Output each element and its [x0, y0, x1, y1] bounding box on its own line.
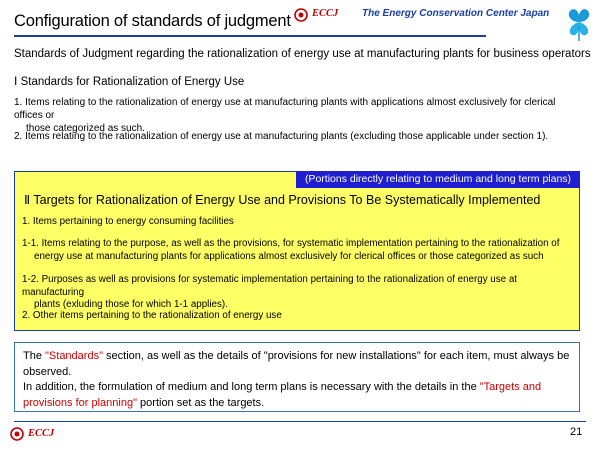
note-paragraph-2 [23, 380, 571, 411]
note-p1-a: The [23, 350, 46, 362]
section2-line1: 1. Items pertaining to energy consuming facilities [22, 216, 234, 227]
note-p1-standards: "Standards" [45, 350, 103, 362]
section1-item1-line1: 1. Items relating to the rationalization of energy use at manufacturing plants with applications almost exclusively for clerical offices or [14, 97, 556, 121]
header-org-abbrev: ECCJ [312, 8, 339, 19]
page-number: 21 [570, 426, 583, 438]
clover-logo-icon [562, 4, 596, 44]
section2-line4: 2. Other items pertaining to the rationalization of energy use [22, 310, 282, 321]
page-title: Configuration of standards of judgment [14, 12, 291, 30]
section1-item1 [14, 96, 584, 135]
note-p2-targets: "Targets and provisions for planning" [23, 381, 542, 409]
section1-item2: 2. Items relating to the rationalization of energy use at manufacturing plants (excluding those applicable under section 1). [14, 131, 549, 142]
note-p2-a: In addition, the formulation of medium and long term plans is necessary with the details in the [23, 381, 480, 393]
header-org-name: The Energy Conservation Center Japan [362, 8, 550, 19]
section1-heading: Ⅰ Standards for Rationalization of Energy Use [14, 76, 245, 88]
section2-line2 [22, 238, 574, 263]
medium-long-term-tag: (Portions directly relating to medium and long term plans) [296, 171, 580, 188]
section2-line2-a: 1-1. Items relating to the purpose, as well as the provisions, for systematic implementation pertaining to the rationalization of [22, 238, 560, 249]
section2-line3 [22, 274, 574, 312]
section2-heading: Ⅱ Targets for Rationalization of Energy Use and Provisions To Be Systematically Implemented [24, 193, 541, 207]
section2-line3-a: 1-2. Purposes as well as provisions for systematic implementation pertaining to the rationalization of energy use at manufacturing [22, 274, 517, 298]
note-p1-b: section, as well as the details of "provisions for new installations" for each item, must always be observed. [23, 350, 570, 378]
footer-org-abbrev: ECCJ [28, 428, 55, 439]
note-box [14, 342, 580, 412]
footer-eccj-logo-icon [10, 427, 24, 441]
section1-item1-line2: those categorized as such. [26, 123, 145, 134]
note-p2-b: portion set as the targets. [136, 396, 265, 409]
note-paragraph-1 [23, 349, 571, 380]
section2-line2-b: energy use at manufacturing plants for applications almost exclusively for clerical offices or those categorized as such [34, 250, 544, 262]
section2-line3-b: plants (exluding those for which 1-1 applies). [34, 299, 228, 310]
footer-rule [14, 421, 586, 422]
eccj-logo-icon [294, 8, 308, 22]
subtitle: Standards of Judgment regarding the rationalization of energy use at manufacturing plants for business operators [14, 48, 591, 60]
title-underline [14, 35, 486, 37]
